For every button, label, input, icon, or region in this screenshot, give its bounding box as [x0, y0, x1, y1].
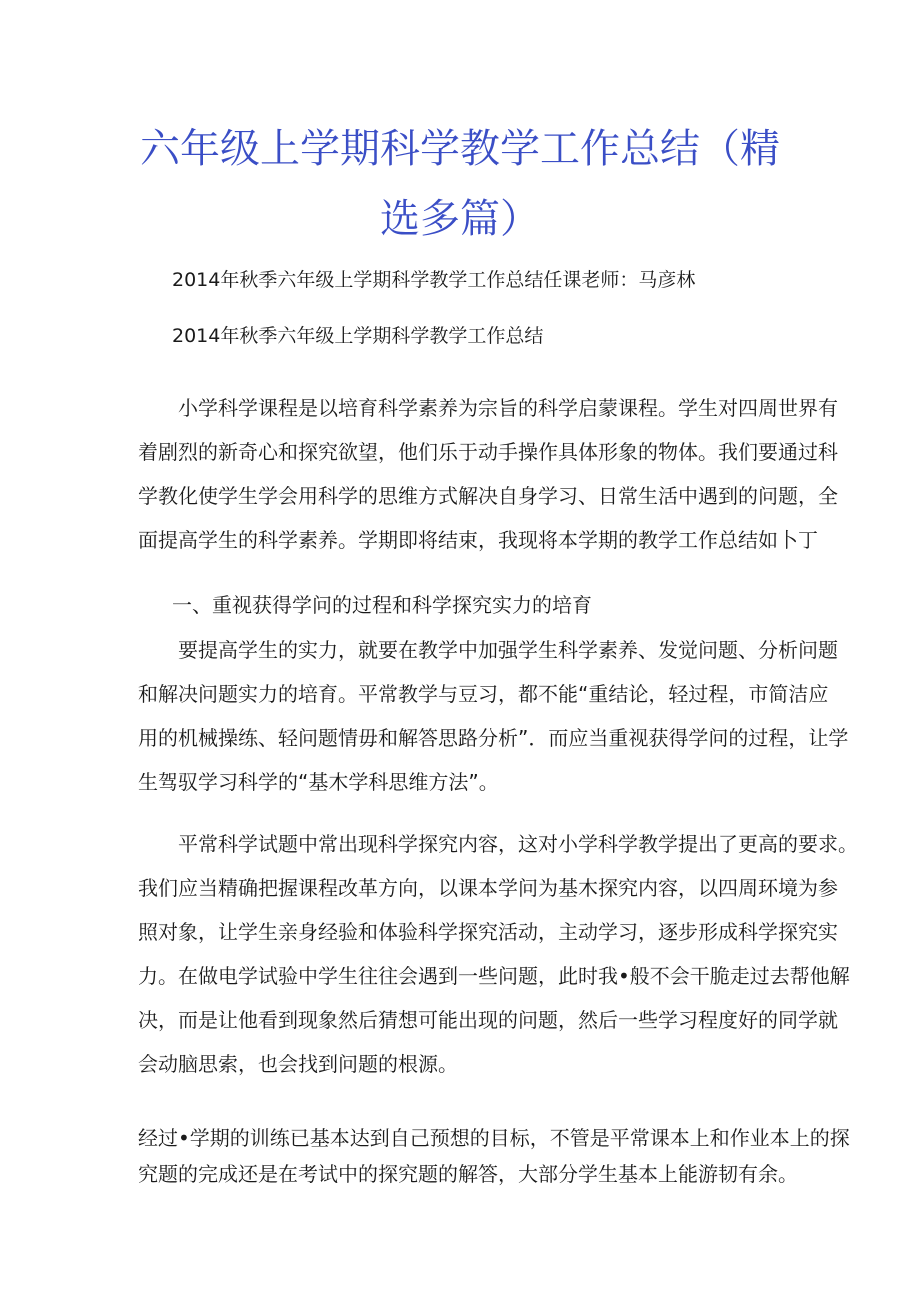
paragraph-line: 平常科学试题中常出现科学探究内容，这对小学科学教学提出了更高的要求。	[178, 832, 858, 856]
paragraph-line: 会动脑思索，也会找到问题的根源。	[138, 1052, 458, 1076]
paragraph-line: 力。在做电学试验中学生往往会遇到一些问题，此时我•般不会干脆走过去帮他解	[138, 964, 850, 988]
paragraph-abilities	[138, 628, 849, 804]
paragraph-results	[138, 1120, 850, 1192]
paragraph-line: 经过•学期的训练已基本达到自己预想的目标，不管是平常课本上和作业本上的探	[138, 1126, 850, 1150]
paragraph-line: 要提高学生的实力，就要在教学中加强学生科学素养、发觉问题、分析问题	[178, 638, 838, 662]
paragraph-line: 学教化使学生学会用科学的思维方式解决自身学习、日常生活中遇到的问题，全	[138, 484, 838, 508]
paragraph-line: 决，而是让他看到现象然后猜想可能出现的问题，然后一些学习程度好的同学就	[138, 1008, 838, 1032]
paragraph-line: 照对象，让学生亲身经验和体验科学探究活动，主动学习，逐步形成科学探究实	[138, 920, 838, 944]
section-heading-1: 一、重视获得学问的过程和科学探究实力的培育	[172, 593, 592, 617]
paragraph-inquiry	[138, 822, 858, 1086]
paragraph-line: 着剧烈的新奇心和探究欲望，他们乐于动手操作具体形象的物体。我们要通过科	[138, 440, 838, 464]
document-title-line-2: 选多篇）	[380, 196, 540, 242]
subtitle-teacher: 2014年秋季六年级上学期科学教学工作总结任课老师：马彦林	[172, 269, 696, 291]
paragraph-line: 和解决问题实力的培育。平常教学与豆习，都不能“重结论，轻过程，市简洁应	[138, 682, 829, 706]
paragraph-introduction	[138, 386, 838, 562]
paragraph-line: 我们应当精确把握课程改革方向，以课本学问为基木探究内容，以四周环境为参	[138, 876, 838, 900]
subtitle-summary: 2014年秋季六年级上学期科学教学工作总结	[172, 325, 544, 347]
document-title-line-1: 六年级上学期科学教学工作总结（精	[140, 126, 780, 172]
paragraph-line: 用的机械操练、轻问题情毋和解答思路分析”．而应当重视获得学问的过程，让学	[138, 726, 849, 750]
paragraph-line: 小学科学课程是以培育科学素养为宗旨的科学启蒙课程。学生对四周世界有	[178, 396, 838, 420]
paragraph-line: 究题的完成还是在考试中的探究题的解答，大部分学生基本上能游韧有余。	[138, 1162, 798, 1186]
paragraph-line: 生驾驭学习科学的“基木学科思维方法”。	[138, 770, 499, 794]
paragraph-line: 面提高学生的科学素养。学期即将结束，我现将本学期的教学工作总结如卜丁	[138, 528, 818, 552]
